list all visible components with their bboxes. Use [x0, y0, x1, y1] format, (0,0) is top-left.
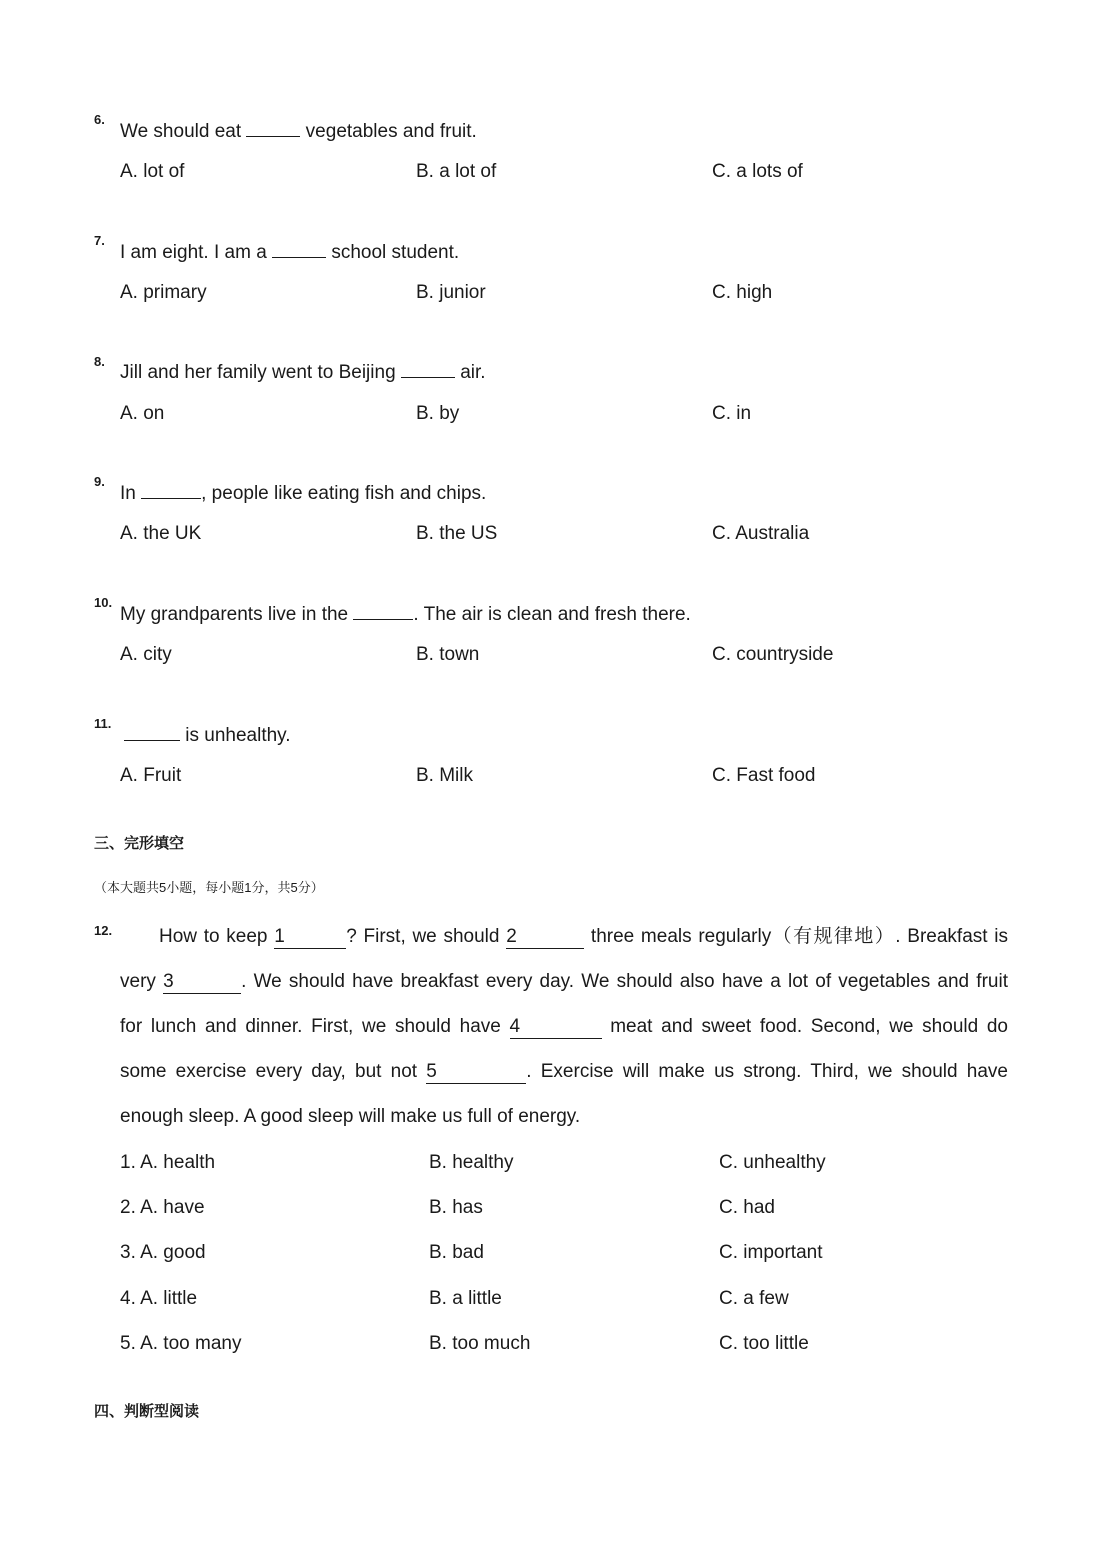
option-c[interactable]: C. countryside [712, 644, 834, 665]
passage-line: very 3 . We should have breakfast every day. We should also have a lot of vegetables and fruit [120, 971, 1008, 992]
question-stem: I am eight. I am a school student. [120, 237, 459, 264]
option-c[interactable]: C. Australia [712, 523, 810, 544]
answer-blank [353, 599, 413, 620]
option-b[interactable]: B. junior [416, 282, 486, 303]
question-stem: In , people like eating fish and chips. [120, 478, 486, 505]
option-c[interactable]: C. too little [719, 1333, 809, 1354]
passage-line: enough sleep. A good sleep will make us full of energy. [120, 1106, 581, 1127]
question-number: 8. [94, 354, 105, 369]
option-c[interactable]: C. had [719, 1197, 775, 1218]
option-a[interactable]: A. lot of [120, 161, 185, 182]
passage-line: some exercise every day, but not 5 . Exercise will make us strong. Third, we should have [120, 1061, 1008, 1082]
option-c[interactable]: C. a few [719, 1288, 789, 1309]
answer-blank [124, 720, 180, 741]
option-c[interactable]: C. high [712, 282, 773, 303]
cloze-passage [120, 914, 1008, 1139]
option-a[interactable]: A. on [120, 403, 165, 424]
answer-blank [141, 478, 201, 499]
option-c[interactable]: C. a lots of [712, 161, 803, 182]
option-b[interactable]: B. has [429, 1197, 483, 1218]
question-number: 9. [94, 474, 105, 489]
cloze-blank: 5 [426, 1061, 526, 1084]
answer-blank [246, 116, 300, 137]
option-a[interactable]: 5. A. too many [120, 1333, 242, 1354]
question-number: 6. [94, 112, 105, 127]
cloze-blank: 4 [510, 1016, 602, 1039]
option-b[interactable]: B. by [416, 403, 460, 424]
cloze-blank: 3 [163, 971, 241, 994]
option-a[interactable]: 3. A. good [120, 1242, 206, 1263]
option-a[interactable]: A. the UK [120, 523, 202, 544]
option-b[interactable]: B. a lot of [416, 161, 497, 182]
option-a[interactable]: A. primary [120, 282, 207, 303]
option-a[interactable]: 4. A. little [120, 1288, 198, 1309]
question-stem: Jill and her family went to Beijing air. [120, 357, 486, 384]
answer-blank [272, 237, 326, 258]
option-b[interactable]: B. healthy [429, 1152, 514, 1173]
option-a[interactable]: A. Fruit [120, 765, 182, 786]
question-number: 10. [94, 595, 113, 610]
question-stem: We should eat vegetables and fruit. [120, 116, 477, 143]
question-stem: My grandparents live in the . The air is clean and fresh there. [120, 599, 691, 626]
option-b[interactable]: B. too much [429, 1333, 531, 1354]
question-stem: is unhealthy. [124, 720, 291, 747]
question-number: 7. [94, 233, 105, 248]
option-a[interactable]: 1. A. health [120, 1152, 216, 1173]
question-number: 11. [94, 716, 112, 731]
option-a[interactable]: 2. A. have [120, 1197, 205, 1218]
question-number: 12. [94, 923, 113, 938]
option-b[interactable]: B. town [416, 644, 480, 665]
option-b[interactable]: B. Milk [416, 765, 473, 786]
option-b[interactable]: B. a little [429, 1288, 502, 1309]
option-a[interactable]: A. city [120, 644, 172, 665]
option-c[interactable]: C. unhealthy [719, 1152, 826, 1173]
section-title: 三、完形填空 [94, 835, 185, 852]
answer-blank [401, 357, 455, 378]
passage-line: for lunch and dinner. First, we should have 4 meat and sweet food. Second, we should do [120, 1016, 1008, 1037]
section-note: （本大题共5小题，每小题1分，共5分） [94, 880, 324, 895]
option-b[interactable]: B. the US [416, 523, 498, 544]
option-c[interactable]: C. important [719, 1242, 823, 1263]
cloze-blank: 2 [506, 926, 584, 949]
cloze-blank: 1 [274, 926, 346, 949]
option-c[interactable]: C. Fast food [712, 765, 816, 786]
option-b[interactable]: B. bad [429, 1242, 484, 1263]
section-title: 四、判断型阅读 [94, 1403, 200, 1420]
passage-line: How to keep 1 ? First, we should 2 three meals regularly（有规律地）. Breakfast is [159, 926, 1009, 947]
option-c[interactable]: C. in [712, 403, 752, 424]
